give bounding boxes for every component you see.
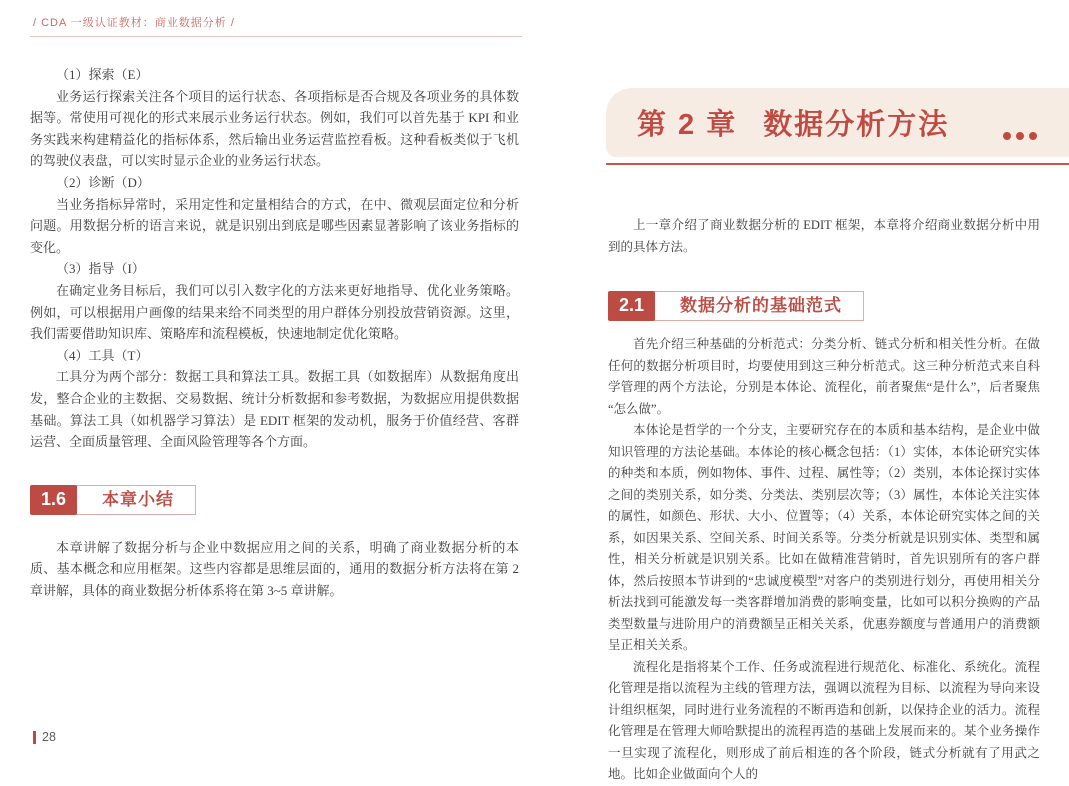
section-header-1-6 [30, 485, 519, 515]
paragraph: 首先介绍三种基础的分析范式：分类分析、链式分析和相关性分析。在做任何的数据分析项目时，均要使用到这三种分析范式。这三种分析范式来自科学管理的两个方法论，分别是本体论、流程化，前者聚焦“是什么”，后者聚焦“怎么做”。 [608, 337, 1040, 416]
right-page [608, 215, 1040, 786]
paragraph: 当业务指标异常时，采用定性和定量相结合的方式，在中、微观层面定位和分析问题。用数据分析的语言来说，就是识别出到底是哪些因素显著影响了该业务指标的变化。 [30, 196, 519, 255]
paragraph: 业务运行探索关注各个项目的运行状态、各项指标是否合规及各项业务的具体数据等。常使用可视化的形式来展示业务运行状态。例如，我们可以首先基于 KPI 和业务实践来构建精益化的指标体系，然后输出业务运营监控看板。这种看板类似于飞机的驾驶仪表盘，可以实时显示企业的业务运行状态。 [30, 88, 519, 169]
subsection-heading: （1）探索（E） [56, 67, 149, 82]
section-number-badge: 2.1 [608, 291, 655, 321]
section-title: 数据分析的基础范式 [680, 296, 842, 316]
chapter-title-text: 数据分析方法 [763, 109, 950, 141]
section-number-badge: 1.6 [30, 485, 77, 515]
paragraph: 本体论是哲学的一个分支，主要研究存在的本质和基本结构，是企业中做知识管理的方法论基础。本体论的核心概念包括：（1）实体，本体论研究实体的种类和本质，例如物体、事件、过程、属性等；（2）类别，本体论探讨实体之间的类别关系，如分类、分类法、类别层次等；（3）属性，本体论关注实体的属性，如颜色、形状、大小、位置等；（4）关系，本体论研究实体之间的关系，如因果关系、空间关系、时间关系等。分类分析就是识别实体、类型和属性，相关分析就是识别关系。比如在做精准营销时，首先识别所有的客户群体，然后按照本节讲到的“忠诚度模型”对客户的类别进行划分，再使用相关分析法找到可能激发每一类客群增加消费的影响变量，比如可以积分换购的产品类型数量与进阶用户的消费额呈正相关关系，优惠券额度与普通用户的消费额呈正相关关系。 [608, 423, 1040, 652]
subsection-heading: （4）工具（T） [56, 347, 149, 363]
page-footer [33, 730, 56, 744]
left-page [30, 64, 519, 601]
chapter-divider [606, 163, 1069, 165]
paragraph: 工具分为两个部分：数据工具和算法工具。数据工具（如数据库）从数据角度出发，整合企业的主数据、交易数据、统计分析数据和参考数据，为数据应用提供数据基础。算法工具（如机器学习算法）是 EDIT 框架的发动机，服务于价值经营、客群运营、全面质量管理、全面风险管理等各个方面。 [30, 369, 519, 450]
breadcrumb: / CDA 一级认证教材：商业数据分析 / [33, 17, 235, 29]
subsection-heading: （2）诊断（D） [56, 174, 150, 190]
section-header-2-1 [608, 291, 1040, 321]
section-title-box [653, 291, 864, 321]
paragraph: 流程化是指将某个工作、任务或流程进行规范化、标准化、系统化。流程化管理是指以流程为主线的管理方法，强调以流程为目标、以流程为导向来设计组织框架，同时进行业务流程的不断再造和创新，以保持企业的活力。流程化管理是在管理大师哈默提出的流程再造的基础上发展而来的。某个业务操作一旦实现了流程化，则形成了前后相连的各个阶段，链式分析就有了用武之地。比如企业做面向个人的 [608, 659, 1040, 781]
subsection-heading: （3）指导（I） [56, 261, 145, 277]
section-title: 本章小结 [102, 489, 174, 509]
chapter-banner [606, 88, 1069, 157]
page-number: 28 [42, 730, 56, 744]
paragraph: 在确定业务目标后，我们可以引入数字化的方法来更好地指导、优化业务策略。例如，可以根据用户画像的结果来给不同类型的用户群体分别投放营销资源。这里，我们需要借助知识库、策略库和流程模板，快速地制定优化策略。 [30, 282, 519, 342]
chapter-title [606, 102, 949, 143]
ellipsis-icon [1003, 132, 1037, 140]
paragraph: 上一章介绍了商业数据分析的 EDIT 框架，本章将介绍商业数据分析中用到的具体方法。 [608, 218, 1040, 254]
section-title-box [75, 485, 196, 515]
header-divider [30, 36, 522, 37]
page-number-marker [33, 731, 36, 744]
paragraph: 本章讲解了数据分析与企业中数据应用之间的关系，明确了商业数据分析的本质、基本概念和应用框架。这些内容都是思维层面的，通用的数据分析方法将在第 2 章讲解，具体的商业数据分析体系将在第 3~5 章讲解。 [30, 539, 519, 598]
chapter-number-label: 第 2 章 [637, 109, 738, 141]
